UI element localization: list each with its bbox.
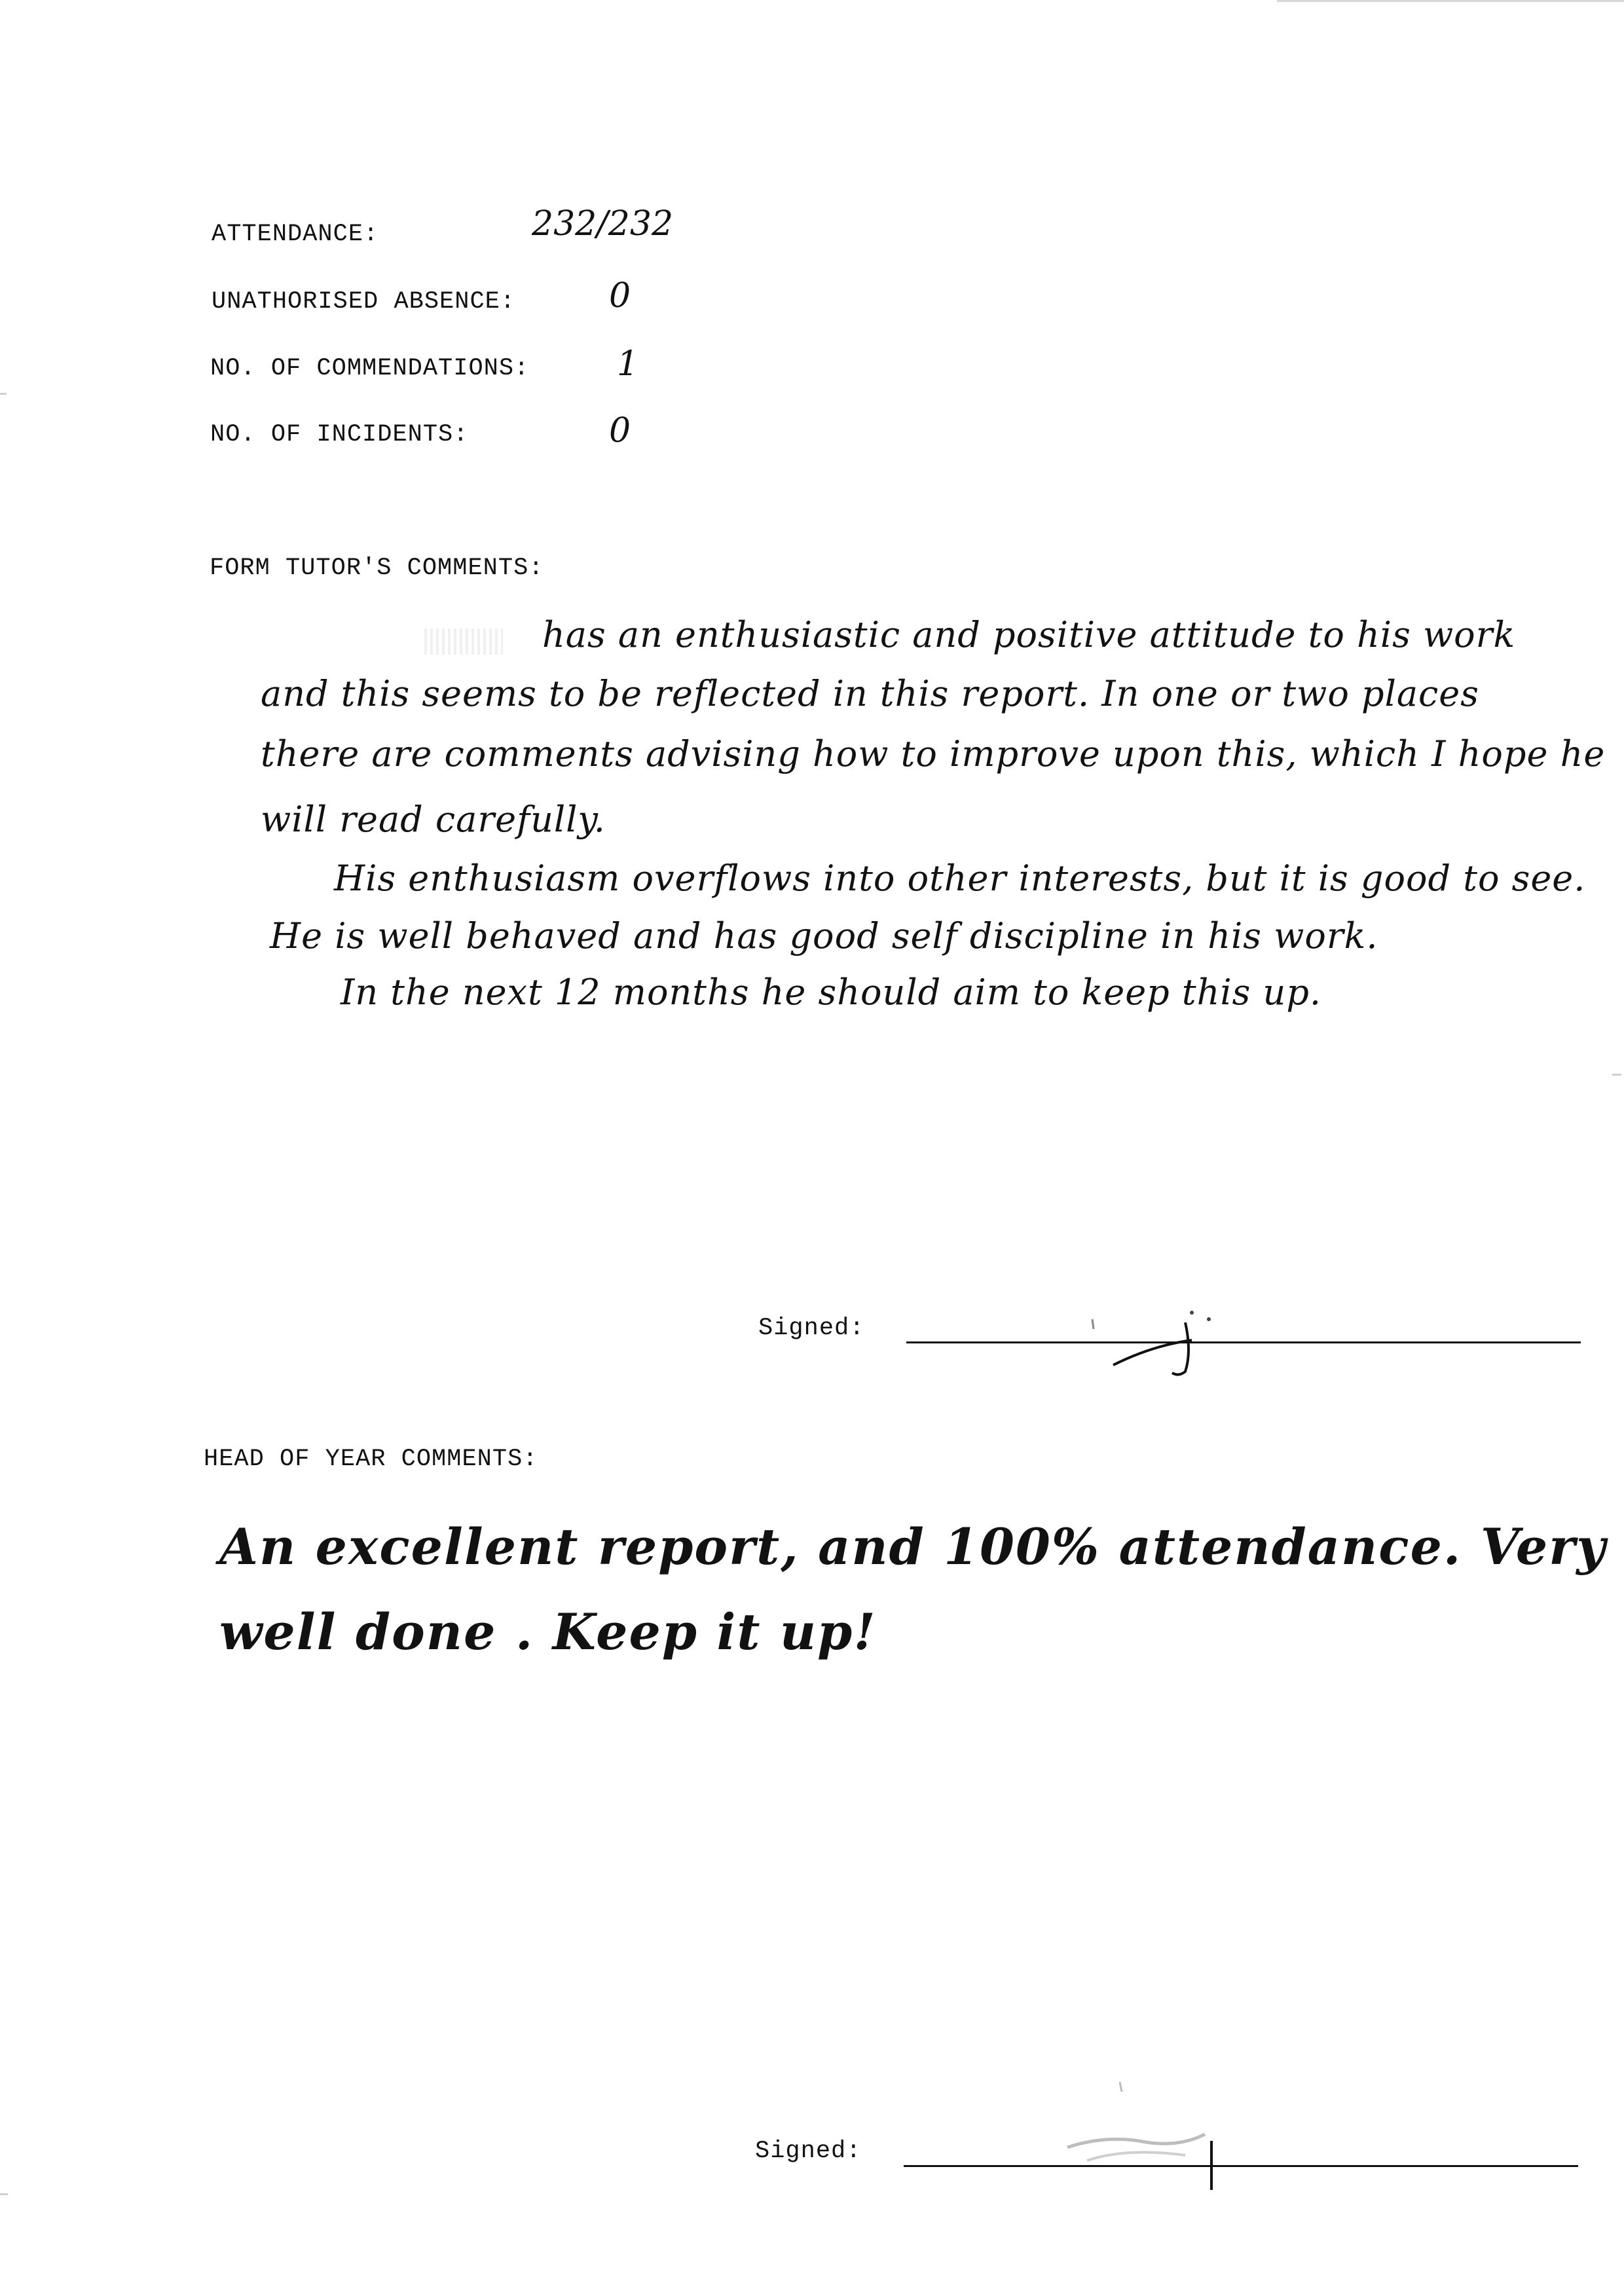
tutor-signature (1080, 1293, 1244, 1378)
tutor-comment-line-6: He is well behaved and has good self discipline in his work. (270, 915, 1378, 957)
attendance-value: 232/232 (532, 204, 674, 244)
tutor-comment-line-1: has an enthusiastic and positive attitude to his work (542, 614, 1516, 655)
tutor-comment-line-4: will read carefully. (261, 799, 606, 840)
redacted-name (424, 629, 503, 655)
commendations-label: NO. OF COMMENDATIONS: (210, 355, 530, 382)
incidents-label: NO. OF INCIDENTS: (210, 421, 469, 448)
hoy-comment-line-2: well done . Keep it up! (219, 1603, 877, 1661)
tutor-comment-line-3: there are comments advising how to improve upon this, which I hope he (261, 733, 1606, 774)
unauthorised-absence-value: 0 (609, 276, 631, 316)
tutor-comment-line-7: In the next 12 months he should aim to keep this up. (341, 972, 1322, 1013)
incidents-value: 0 (609, 411, 631, 450)
hoy-comment-line-1: An excellent report, and 100% attendance. Very (219, 1518, 1607, 1576)
tutor-comment-line-2: and this seems to be reflected in this report. In one or two places (261, 673, 1479, 714)
scan-speck (1612, 1074, 1621, 1076)
scan-speck (0, 393, 7, 395)
hoy-signature (1048, 2069, 1257, 2193)
commendations-value: 1 (617, 344, 639, 384)
unauthorised-absence-label: UNATHORISED ABSENCE: (212, 288, 516, 316)
scan-speck (0, 2193, 8, 2195)
hoy-signed-label: Signed: (755, 2138, 862, 2165)
top-edge-rule (1277, 0, 1624, 2)
attendance-label: ATTENDANCE: (212, 221, 379, 248)
tutor-comment-line-5: His enthusiasm overflows into other interests, but it is good to see. (334, 858, 1586, 899)
form-tutor-heading: FORM TUTOR'S COMMENTS: (210, 555, 544, 582)
tutor-signed-label: Signed: (758, 1315, 865, 1342)
head-of-year-heading: HEAD OF YEAR COMMENTS: (204, 1446, 538, 1473)
